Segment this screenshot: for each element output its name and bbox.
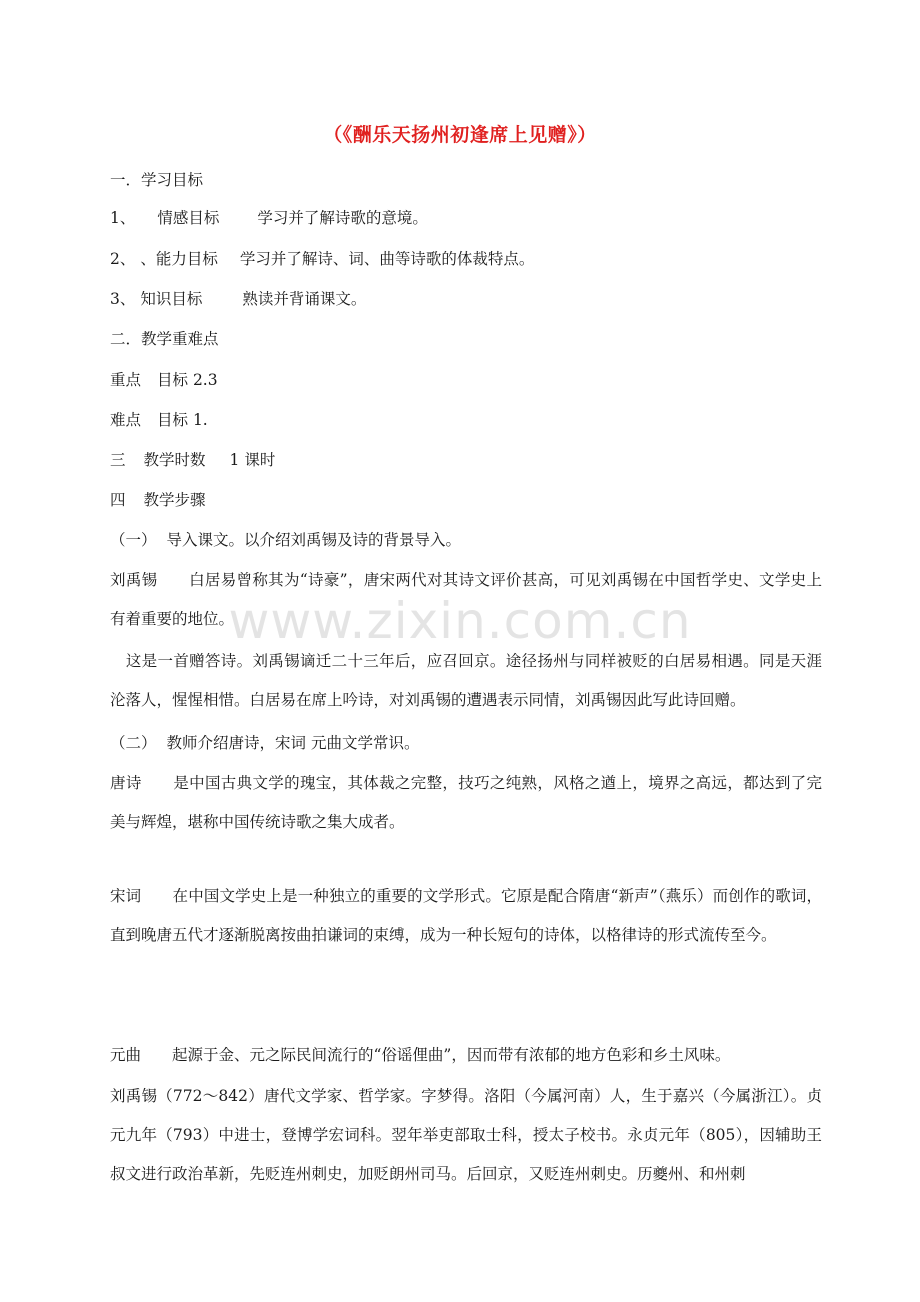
goal-label: 情感目标 [157,209,220,227]
goal-item [110,289,822,309]
paragraph-song-ci: 宋词 在中国文学史上是一种独立的重要的文学形式。它原是配合隋唐“新声”（燕乐）而创作的歌词，直到晚唐五代才逐渐脱离按曲拍谦词的束缚，成为一种长短句的诗体，以格律诗的形式流传至今。 [110,887,822,944]
difficult-point-text: 目标 1. [157,411,208,429]
step-number: （二） [110,734,157,752]
step-number: （一） [110,531,157,549]
paragraph-tang-poetry: 唐诗 是中国古典文学的瑰宝，其体裁之完整，技巧之纯熟，风格之遒上，境界之高远，都达到了完美与辉煌，堪称中国传统诗歌之集大成者。 [110,774,822,831]
step-text: 导入课文。以介绍刘禹锡及诗的背景导入。 [166,531,462,549]
step-text: 教师介绍唐诗，宋词 元曲文学常识。 [166,734,420,752]
section-heading-steps [110,490,822,510]
step-item [110,733,822,753]
paragraph-yuan-qu: 元曲 起源于金、元之际民间流行的“俗谣俚曲”，因而带有浓郁的地方色彩和乡土风味。 [110,1046,731,1064]
goal-text: 熟读并背诵课文。 [242,290,367,308]
section-number: 三 [110,451,126,469]
paragraph-liu-yuxi-bio: 刘禹锡（772～842）唐代文学家、哲学家。字梦得。洛阳（今属河南）人，生于嘉兴（今属浙江）。贞元九年（793）中进士，登博学宏词科。翌年举吏部取士科，授太子校书。永贞元年（805），因辅助王叔文进行政治革新，先贬连州刺史，加贬朗州司马。后回京，又贬连州刺史。历夔州、和州刺 [110,1087,822,1183]
goal-label: 知识目标 [140,290,203,308]
goal-number: 2、 [110,250,136,268]
goal-text: 学习并了解诗、词、曲等诗歌的体裁特点。 [239,250,535,268]
section-number: 四 [110,491,126,509]
paragraph-poem-background: 这是一首赠答诗。刘禹锡谪迁二十三年后，应召回京。途径扬州与同样被贬的白居易相遇。同是天涯沦落人，惺惺相惜。白居易在席上吟诗，对刘禹锡的遭遇表示同情，刘禹锡因此写此诗回赠。 [110,652,822,709]
goal-text: 学习并了解诗歌的意境。 [257,209,428,227]
key-point-row [110,370,822,390]
step-item [110,530,822,550]
key-point-text: 目标 2.3 [157,371,218,389]
goal-label: 、能力目标 [140,250,218,268]
document-title: （《酬乐天扬州初逢席上见赠》） [323,124,597,146]
key-point-label: 重点 [110,371,142,389]
watermark: www.zixin.com.cn [228,592,692,650]
hours-text: 1 课时 [229,451,276,469]
section-heading-goals: 一．学习目标 [110,171,204,189]
section-heading-key-points: 二．教学重难点 [110,330,219,348]
goal-item [110,249,822,269]
section-heading-hours [110,450,822,470]
goal-number: 1、 [110,209,136,227]
difficult-point-label: 难点 [110,411,142,429]
paragraph-liu-yuxi-intro: 刘禹锡 白居易曾称其为“诗豪”，唐宋两代对其诗文评价甚高，可见刘禹锡在中国哲学史、文学史上有着重要的地位。 [110,571,822,628]
goal-number: 3、 [110,290,136,308]
hours-label: 教学时数 [143,451,206,469]
difficult-point-row [110,410,822,430]
steps-label: 教学步骤 [143,491,206,509]
goal-item [110,208,822,228]
